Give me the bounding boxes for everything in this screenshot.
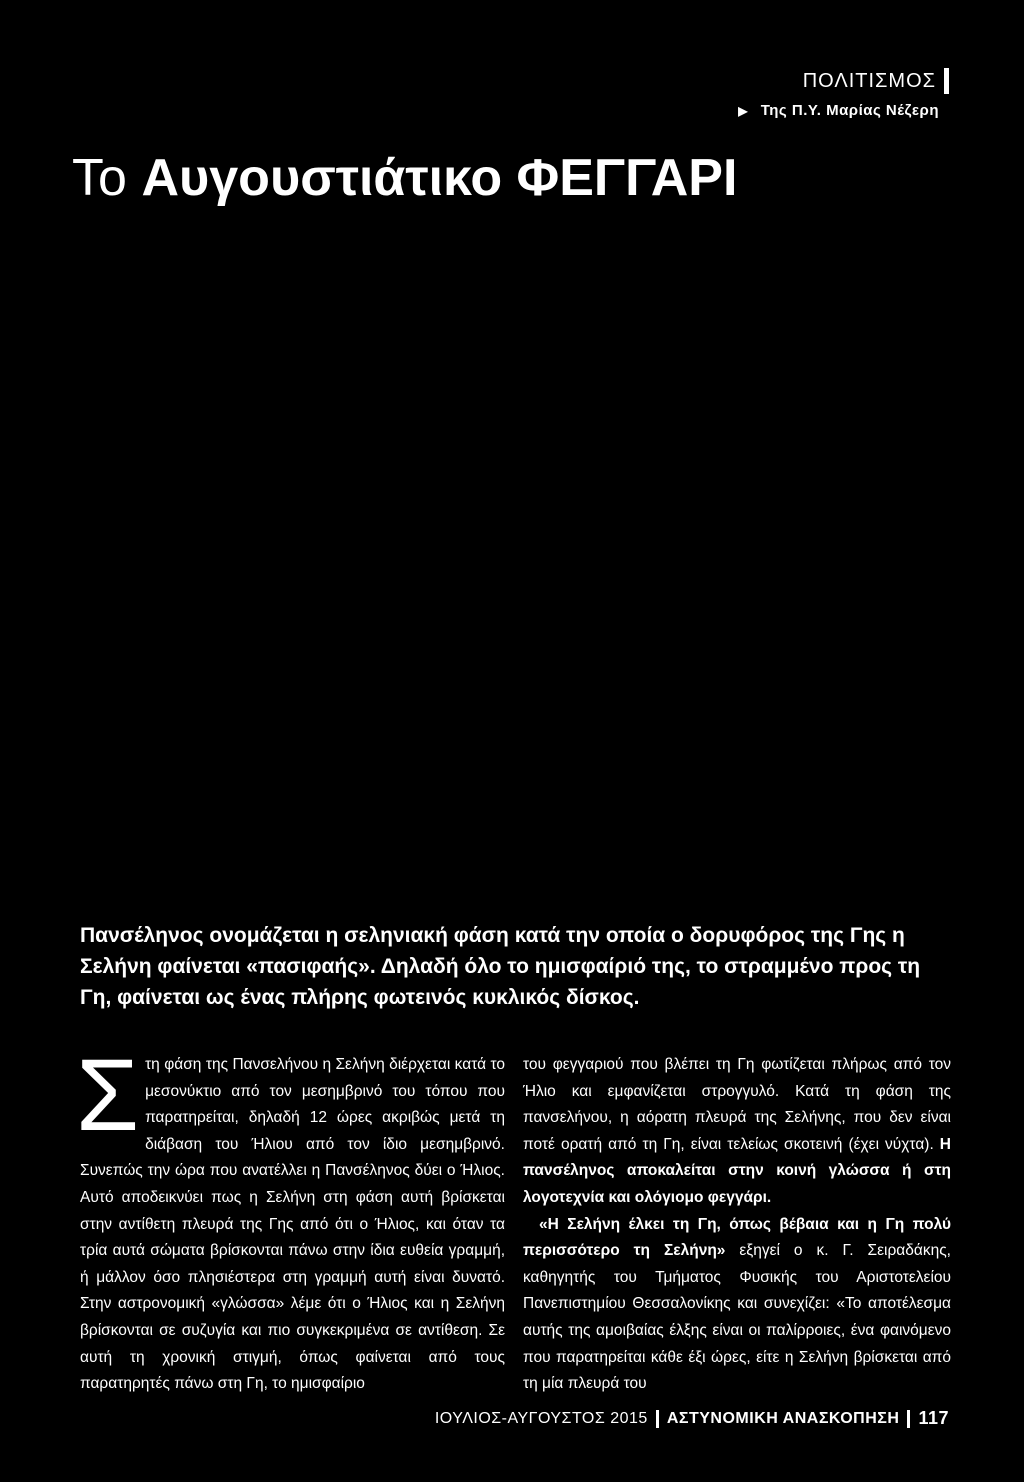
quote-highlight: «Η Σελήνη έλκει τη Γη, όπως βέβαια και η Γη πολύ περισσότερο τη Σελήνη»	[523, 1215, 951, 1260]
column-right-paragraph-1	[523, 1052, 951, 1212]
paragraph-text: του φεγγαριού που βλέπει τη Γη φωτίζεται πλήρως από τον Ήλιο και εμφανίζεται στρογγυλό. Κατά τη φάση της πανσελήνου, η αόρατη πλευρά της Σελήνης, που δεν είναι ποτέ ορατή από τη Γη, είναι τελείως σκοτεινή (έχει νύχτα).	[523, 1056, 951, 1153]
article-column-right	[523, 1052, 951, 1398]
play-arrow-icon: ▶	[738, 104, 749, 118]
column-right-paragraph-2	[523, 1212, 951, 1398]
article-title	[72, 149, 738, 207]
footer-divider	[907, 1410, 910, 1428]
column-left-text: τη φάση της Πανσελήνου η Σελήνη διέρχεται κατά το μεσονύκτιο από τον μεσημβρινό του τόπου που παρατηρείται, δηλαδή 12 ώρες ακριβώς μετά τη διάβαση του Ήλιου από τον ίδιο μεσημβρινό. Συνεπώς την ώρα που ανατέλλει η Πανσέληνος δύει ο Ήλιος. Αυτό αποδεικνύει πως η Σελήνη στη φάση αυτή βρίσκεται στην αντίθετη πλευρά της Γης από ότι ο Ήλιος, και όταν τα τρία αυτά σώματα βρίσκονται πάνω στην ίδια ευθεία γραμμή, ή μάλλον όσο πλησιέστερα στη γραμμή αυτή είναι δυνατό. Στην αστρονομική «γλώσσα» λέμε ότι ο Ήλιος και η Σελήνη βρίσκονται σε συζυγία και πιο συγκεκριμένα σε αντίθεση. Σε αυτή τη χρονική στιγμή, όπως φαίνεται από τους παρατηρητές πάνω στη Γη, το ημισφαίριο	[80, 1056, 505, 1393]
section-bar-divider	[944, 68, 949, 94]
page-number: 117	[918, 1408, 949, 1428]
section-name: ΠΟΛΙΤΙΣΜΟΣ	[802, 69, 936, 92]
article-lead: Πανσέληνος ονομάζεται η σεληνιακή φάση κατά την οποία ο δορυφόρος της Γης η Σελήνη φαίνεται «πασιφαής». Δηλαδή όλο το ημισφαίριό της, το στραμμένο προς τη Γη, φαίνεται ως ένας πλήρης φωτεινός κυκλικός δίσκος.	[80, 924, 921, 1009]
title-main: Αυγουστιάτικο ΦΕΓΓΑΡΙ	[141, 149, 738, 207]
issue-date: ΙΟΥΛΙΟΣ-ΑΥΓΟΥΣΤΟΣ 2015	[434, 1409, 648, 1427]
article-column-left	[76, 1038, 505, 1398]
paragraph-text: εξηγεί ο κ. Γ. Σειραδάκης, καθηγητής του Τμήματος Φυσικής του Αριστοτελείου Πανεπιστημίου Θεσσαλονίκης και συνεχίζει: «Το αποτέλεσμα αυτής της αμοιβαίας έλξης είναι οι παλίρροιες, ένα φαινόμενο που παρατηρείται κάθε έξι ώρες, είτε η Σελήνη βρίσκεται από τη μία πλευρά του	[523, 1242, 951, 1393]
author-byline	[738, 102, 939, 119]
drop-cap: Σ	[76, 1038, 140, 1152]
magazine-name: ΑΣΤΥΝΟΜΙΚΗ ΑΝΑΣΚΟΠΗΣΗ	[666, 1409, 900, 1427]
section-label	[803, 68, 949, 94]
title-prefix: Το	[72, 149, 127, 207]
page-footer	[435, 1408, 949, 1429]
paragraph-highlight: Η πανσέληνος αποκαλείται στην κοινή γλώσσα ή στη λογοτεχνία και ολόγιομο φεγγάρι.	[523, 1135, 951, 1206]
footer-divider	[656, 1410, 659, 1428]
author-name: Της Π.Υ. Μαρίας Νέζερη	[760, 102, 939, 119]
